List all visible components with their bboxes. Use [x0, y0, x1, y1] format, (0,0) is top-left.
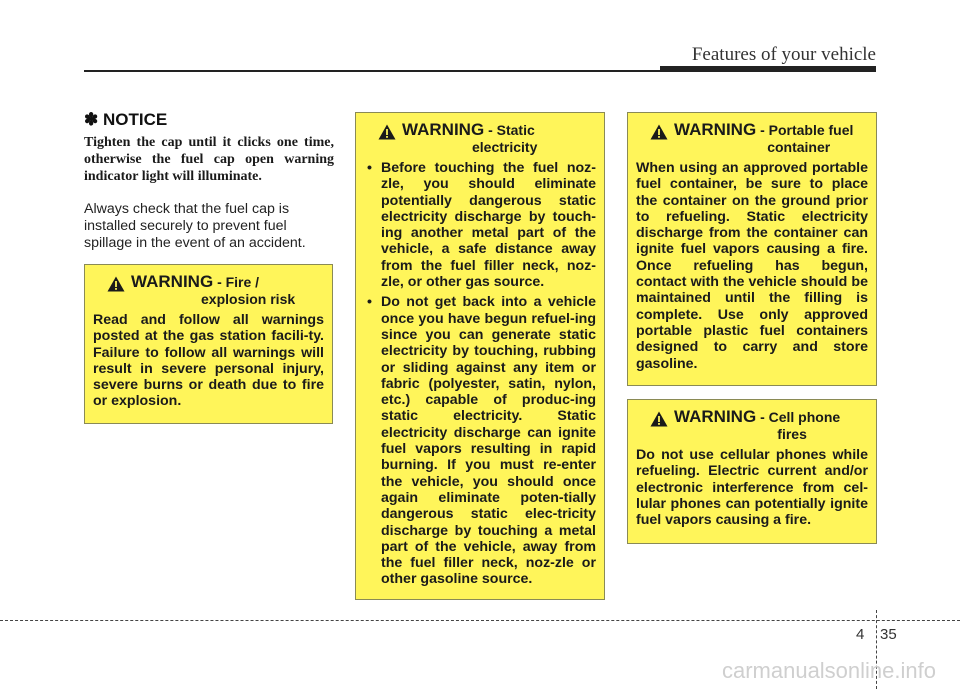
page-number: 35	[880, 626, 897, 643]
warning-fire-box	[84, 264, 333, 424]
warning-portable-subtitle-2: container	[767, 139, 831, 155]
warning-portable-subtitle: - Portable fuel	[760, 122, 854, 138]
warning-phone-box	[627, 399, 877, 544]
warning-static-subtitle-2: electricity	[472, 139, 538, 155]
header-rule-thick	[660, 66, 876, 72]
notice-section	[84, 110, 334, 252]
fuel-cap-paragraph: Always check that the fuel cap is installed securely to prevent fuel spillage in the event of an accident.	[84, 201, 306, 251]
warning-static-word: WARNING	[402, 120, 485, 139]
warning-phone-title	[636, 408, 868, 443]
warning-static-list	[364, 160, 596, 588]
warning-fire-word: WARNING	[131, 272, 214, 291]
warning-portable-body: When using an approved portable fuel container, be sure to place the container on the ground prior to refueling. Static electricity discharge from the container can ignite fuel vapors causing a fire. Once refueling has begun, contact with the vehicle should be maintained until the filling is complete. Use only approved portable plastic fuel containers designed to carry and store gasoline.	[636, 160, 868, 372]
list-item: • Before touching the fuel noz-zle, you should eliminate potentially dangerous static electricity discharge by touch-ing another metal part of the vehicle, a safe distance away from the fuel filler neck, noz-zle, or other gas source.	[364, 160, 596, 290]
warning-static-subtitle: - Static	[488, 122, 535, 138]
notice-heading: ✽ NOTICE	[84, 110, 168, 129]
warning-portable-box	[627, 112, 877, 386]
warning-portable-word: WARNING	[674, 120, 757, 139]
warning-fire-title	[93, 273, 324, 308]
warning-phone-subtitle-2: fires	[777, 426, 807, 442]
page-header-title: Features of your vehicle	[691, 44, 876, 65]
warning-triangle-icon	[650, 411, 668, 427]
warning-static-box	[355, 112, 605, 600]
list-item: • Do not get back into a vehicle once you have begun refuel-ing since you can generate static electricity by touching, rubbing or sliding against any item or fabric (polyester, satin, nylon, etc.) capable of produc-ing static electricity. Static electricity discharge can ignite fuel vapors resulting in rapid burning. If you must re-enter the vehicle, you should once again eliminate poten-tially dangerous static elec-tricity discharge by touching a metal part of the vehicle, away from the fuel filler neck, noz-zle or other gasoline source.	[364, 294, 596, 587]
warning-phone-body: Do not use cellular phones while refueling. Electric current and/or electronic interference from cel-lular phones can potentially ignite fuel vapors causing a fire.	[636, 447, 868, 529]
warning-static-title	[364, 121, 596, 156]
warning-phone-subtitle: - Cell phone	[760, 409, 841, 425]
warning-fire-body: Read and follow all warnings posted at the gas station facili-ty. Failure to follow all warnings will result in severe personal injury, severe burns or death due to fire or explosion.	[93, 312, 324, 410]
warning-phone-word: WARNING	[674, 407, 757, 426]
warning-fire-subtitle: - Fire /	[217, 274, 260, 290]
chapter-number: 4	[856, 626, 865, 643]
watermark: carmanualsonline.info	[721, 658, 936, 683]
warning-portable-title	[636, 121, 868, 156]
warning-fire-subtitle-2: explosion risk	[201, 291, 296, 307]
warning-triangle-icon	[650, 124, 668, 140]
warning-triangle-icon	[107, 276, 125, 292]
notice-text: Tighten the cap until it clicks one time, otherwise the fuel cap open warning indicator light will illuminate.	[84, 135, 334, 184]
warning-triangle-icon	[378, 124, 396, 140]
footer-rule	[0, 620, 960, 621]
